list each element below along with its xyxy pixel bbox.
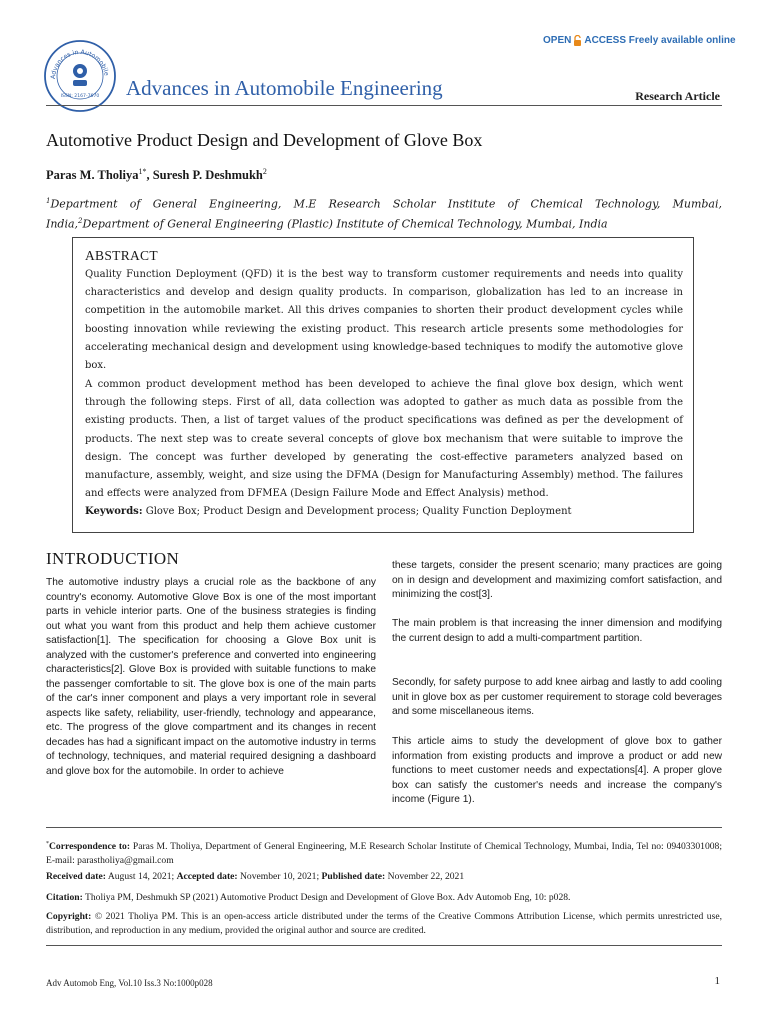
abstract-paragraph-1: Quality Function Deployment (QFD) it is the best way to transform customer requirements and needs into quality characteristics and develop and design quality products. In comparison, globalization has led to an increase in competition in the automobile market. All this drives companies to shorten their product development cycles while boosting innovation while reviewing the existing product. This research article presents some methodologies for accelerating mechanical design and development using knowledge-based techniques to modify the automotive glove box. [85,269,683,372]
svg-text:ISSN: 2167-7670: ISSN: 2167-7670 [60,94,100,99]
open-label: OPEN [543,35,572,46]
keywords-text: Glove Box; Product Design and Development process; Quality Function Deployment [145,506,572,517]
open-access-badge [543,35,736,46]
open-lock-icon [573,35,582,46]
footer-divider-top [46,827,722,828]
affiliations [46,193,722,233]
intro-paragraph-left: The automotive industry plays a crucial role as the backbone of any country's economy. Automotive Glove Box is one of the most important parts in vehicle interior parts. One of the business strategies is finding out what you want from this product and help them achieve customer satisfaction[1]. The specification for choosing a Glove Box unit is analyzed with the customer's preference and converted into engineering characteristics[2]. Glove Box is provided with suitable functions to make the passenger comfortable to sit. The glove box is one of the main parts of the car's inner component and plays a very important role in several aspects like safety, reliability, user-friendly, technology and appearance, etc. The progress of the glove compartment and its changes in recent decades has had a significant impact on the automotive industry in terms of technology, techniques, and material required designing a dashboard and glove box for the automobile. In order to achieve [46,577,376,777]
intro-paragraph-right-2: The main problem is that increasing the inner dimension and modifying the current design to add a multi-compartment partition. [392,618,722,644]
footer-divider-bottom [46,945,722,946]
journal-title: Advances in Automobile Engineering [126,76,443,100]
affil-1-marker: 1 [46,197,51,205]
abstract-heading: ABSTRACT [85,248,158,263]
journal-logo [43,39,117,113]
header-divider [46,105,722,106]
copyright [46,910,722,938]
affil-2-marker: 2 [78,217,83,226]
paper-title: Automotive Product Design and Development of Glove Box [46,130,483,150]
published-date: November 22, 2021 [385,871,465,882]
affil-2: Department of General Engineering (Plastic) Institute of Chemical Technology, Mumbai, India [82,217,608,231]
intro-paragraph-right-1: these targets, consider the present scenario; many practices are going on in design and development and maximizing comfort satisfaction, and minimizing the cost[3]. [392,560,722,600]
received-label: Received date: [46,871,106,882]
corr-label: Correspondence to: [49,841,131,853]
received-date: August 14, 2021; [105,871,177,882]
author-1: Paras M. Tholiya [46,168,139,183]
authors [46,167,267,183]
introduction-heading: INTRODUCTION [46,549,180,568]
corr-marker: * [46,841,49,847]
affil-1: Department of General Engineering, M.E Research Scholar Institute of Chemical Technology, Mumbai, India, [46,197,722,231]
page-number: 1 [714,975,720,987]
journal-reference: Adv Automob Eng, Vol.10 Iss.3 No:1000p028 [46,978,213,988]
citation [46,891,722,905]
author-2-affil: 2 [262,167,267,176]
citation-text: Tholiya PM, Deshmukh SP (2021) Automotive Product Design and Development of Glove Box. Adv Automob Eng, 10: p028. [82,892,571,903]
author-2: Suresh P. Deshmukh [152,168,263,183]
corr-text: Paras M. Tholiya, Department of General Engineering, M.E Research Scholar Institute of Chemical Technology, Mumbai, India, Tel no: 09403301008; E-mail: parastholiya@gmail.com [46,841,722,867]
correspondence [46,837,722,868]
copyright-label: Copyright: [46,911,92,922]
author-1-affil: 1* [138,167,147,176]
accepted-date: November 10, 2021; [237,871,322,882]
article-dates [46,870,722,884]
published-label: Published date: [321,871,386,882]
article-type: Research Article [635,89,720,103]
svg-text:Advances in Automobile Enginee: Advances in Automobile [49,48,110,80]
accepted-label: Accepted date: [176,871,238,882]
author-separator: , [146,168,153,183]
intro-paragraph-right-3: Secondly, for safety purpose to add knee airbag and lastly to add cooling unit in glove box as per customer requirement to storage cold beverages and some miscellaneous items. [392,677,722,717]
abstract-paragraph-2: A common product development method has been developed to achieve the final glove box design, which went through the following steps. First of all, data collection was adopted to gather as much data as possible from the existing products. Then, a list of target values of the product specifications was defined as per the development of products. The next step was to create several concepts of glove box mechanism that were suitable to improve the design. The concept was further developed by generating the cost-effective parameters analyzed based on manufacture, assembly, weight, and size using the DFMA (Design for Manufacturing Assembly) method. The failures and effects were analyzed from DFMEA (Design Failure Mode and Effect Analysis) method. [85,379,683,500]
keywords-label: Keywords: [85,506,143,517]
intro-paragraph-right-4: This article aims to study the development of glove box to gather information from existing products and improve a product or add new functions to meet customer needs and expectations[4]. A proper glove box can satisfy the customer's needs and increase the company's income (Figure 1). [392,736,722,805]
citation-label: Citation: [46,892,83,903]
copyright-text: © 2021 Tholiya PM. This is an open-access article distributed under the terms of the Creative Commons Attribution License, which permits unrestricted use, distribution, and reproduction in any medium, provided the original author and source are credited. [46,911,722,936]
access-label: ACCESS Freely available online [584,35,736,46]
keywords [85,503,683,521]
